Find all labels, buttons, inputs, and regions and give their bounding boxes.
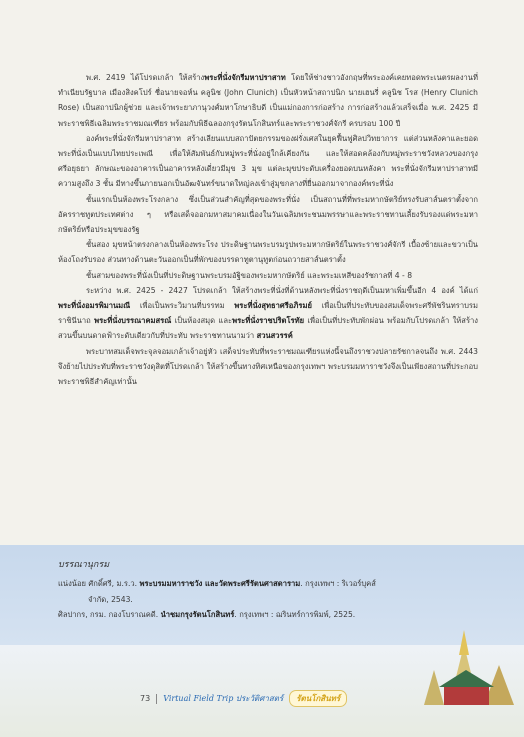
text-run: เพื่อเป็นที่ประทับพักผ่อน พร้อมกับโปรดเกล้า ให้สร้างสวนขึ้นบนดาดฟ้าระดับเดียวกับที่ประทับ พระราชทานนามว่า (58, 316, 478, 341)
bold-term: พระที่นั่งอมรพิมานมณี (58, 301, 131, 311)
bold-term: สวนสวรรค์ (256, 331, 293, 341)
text-run: ชั้นแรกเป็นห้องพระโรงกลาง ซึ่งเป็นส่วนสำคัญที่สุดของพระที่นั่ง เป็นสถานที่ที่พระมหากษัตริย์ทรงรับสาส์นตราตั้งจากอัครราชทูตประเทศต่าง ๆ หรือเสด็จออกมหาสมาคมเนื่องในวันเฉลิมพระชนมพรรษาและพระราชทานเลี้ยงรับรองแด่พระมหากษัตริย์หรือประมุขของรัฐ (58, 194, 478, 235)
bold-term: พระที่นั่งราชปริตโรทัย (232, 316, 305, 326)
text-run: องค์พระที่นั่งจักรีมหาปราสาท สร้างเลียนแบบสถาปัตยกรรมของฝรั่งเศสในยุคฟื้นฟูศิลปวิทยาการ แต่ส่วนหลังคาและยอดพระที่นั่งเป็นแบบไทยประเพณี เพื่อให้สัมพันธ์กับหมู่พระที่นั่งอยู่ใกล้เคียงกัน และให้สอดคล้องกับหมู่พระราชวังหลวงของกรุงศรีอยุธยา ลักษณะของอาคารเป็นอาคารหลังเดี่ยวมีมุข 3 มุข แต่ละมุขประดับเครื่องยอดบนหลังคา พระที่นั่งจักรีมหาปราสาทมีความสูงถึง 3 ชั้น มีทางขึ้นภายนอกเป็นอัฒจันทร์ขนาดใหญ่ลงเข้าสู่มุขกลางที่ยื่นออกมาจากองค์พระที่นั่ง (58, 133, 478, 189)
main-text-body (58, 70, 478, 389)
paragraph (58, 70, 478, 131)
text-run: แน่งน้อย ศักดิ์ศรี, ม.ร.ว. (58, 579, 140, 588)
paragraph (58, 237, 478, 267)
text-run: เพื่อเป็นพระวิมานที่บรรทม (130, 301, 235, 311)
reference-entry (58, 607, 478, 623)
page-number: 73 (140, 694, 151, 703)
bold-term: พระบรมมหาราชวัง และวัดพระศรีรัตนศาสดาราม (139, 579, 301, 588)
references-heading: บรรณานุกรม (58, 560, 110, 570)
text-run: . กรุงเทพฯ : ริเวอร์บุคส์ (300, 579, 376, 588)
bold-term: พระที่นั่งสุทธาศรีอภิรมย์ (234, 301, 312, 311)
page-footer (140, 690, 347, 707)
text-run: ระหว่าง พ.ศ. 2425 - 2427 โปรดเกล้า ให้สร้างพระที่นั่งที่ด้านหลังพระที่นั่งราชฤดีเป็นมหาเพิ่มขึ้นอีก 4 องค์ ได้แก่ (86, 285, 478, 295)
references-list (58, 576, 478, 623)
text-run: . กรุงเทพฯ : ฌรินทร์การพิมพ์, 2525. (234, 610, 356, 619)
paragraph (58, 268, 478, 283)
paragraph (58, 283, 478, 344)
temple-illustration (404, 625, 524, 705)
paragraph (58, 192, 478, 238)
text-run: ชั้นสามของพระที่นั่งเป็นที่ประดิษฐานพระบรมอัฐิของพระมหากษัตริย์ และพระมเหสีของรัชกาลที่ 4 - 8 (86, 270, 413, 280)
footer-divider (156, 694, 157, 704)
reference-continuation: จำกัด, 2543. (88, 594, 133, 604)
text-run: ชั้นสอง มุขหน้าตรงกลางเป็นห้องพระโรง ประดิษฐานพระบรมรูปพระมหากษัตริย์ในพระราชวงศ์จักรี เบื้องซ้ายและขวาเป็นห้องโถงรับรอง ส่วนทางด้านตะวันออกเป็นที่พักของบรรดาทูตานุทูตก่อนถวายสาส์นตราตั้ง (58, 240, 478, 265)
reference-entry (58, 576, 478, 592)
paragraph (58, 344, 478, 390)
text-run: โดยให้ช่างชาวอังกฤษที่พระองค์เคยทอดพระเนตรผลงานที่ทำเนียบรัฐบาล เมืองสิงคโปร์ ชื่อนายจอห์น คลูนิช (John Clunich) เป็นหัวหน้าสถาปนิก นายเฮนรี่ คลูนิช โรส (Henry Clunich Rose) เป็นสถาปนิกผู้ช่วย และเจ้าพระยาภานุวงศ์มหาโกษาธิบดี เป็นแม่กองการก่อสร้าง การก่อสร้างแล้วเสร็จเมื่อ พ.ศ. 2425 มีพระราชพิธีเฉลิมพระราชมณเฑียร พร้อมกับพิธีฉลองกรุงรัตนโกสินทร์และพระราชวงศ์จักรี ครบรอบ 100 ปี (58, 73, 478, 128)
rattanakosin-logo: รัตนโกสินทร์ (289, 690, 347, 707)
footer-title: Virtual Field Trip ประวัติศาสตร์ (163, 694, 284, 703)
text-run: เพื่อเป็นที่ประทับของสมเด็จพระศรีพัชรินทราบรมราชินีนาถ (58, 301, 479, 326)
bold-term: พระที่นั่งจักรีมหาปราสาท (204, 73, 286, 82)
paragraph (58, 131, 478, 192)
text-run: เป็นห้องสมุด และ (171, 316, 233, 326)
text-run: พระบาทสมเด็จพระจุลจอมเกล้าเจ้าอยู่หัว เสด็จประทับที่พระราชมณเฑียรแห่งนี้จนถึงราชวงปลายรัชกาลจนถึง พ.ศ. 2443 จึงย้ายไปประทับที่พระราชวังดุสิตที่โปรดเกล้า ให้สร้างขึ้นทางทิศเหนือของกรุงเทพฯ พระบรมมหาราชวังจึงเป็นเพียงสถานที่ประกอบพระราชพิธีสำคัญเท่านั้น (58, 346, 478, 387)
text-run: ศิลปากร, กรม. กองโบราณคดี. (58, 610, 161, 619)
bold-term: พระที่นั่งบรรณาคมสรณ์ (94, 316, 172, 326)
bold-term: นำชมกรุงรัตนโกสินทร์ (160, 610, 235, 619)
text-run: พ.ศ. 2419 ได้โปรดเกล้า ให้สร้าง (86, 73, 205, 82)
